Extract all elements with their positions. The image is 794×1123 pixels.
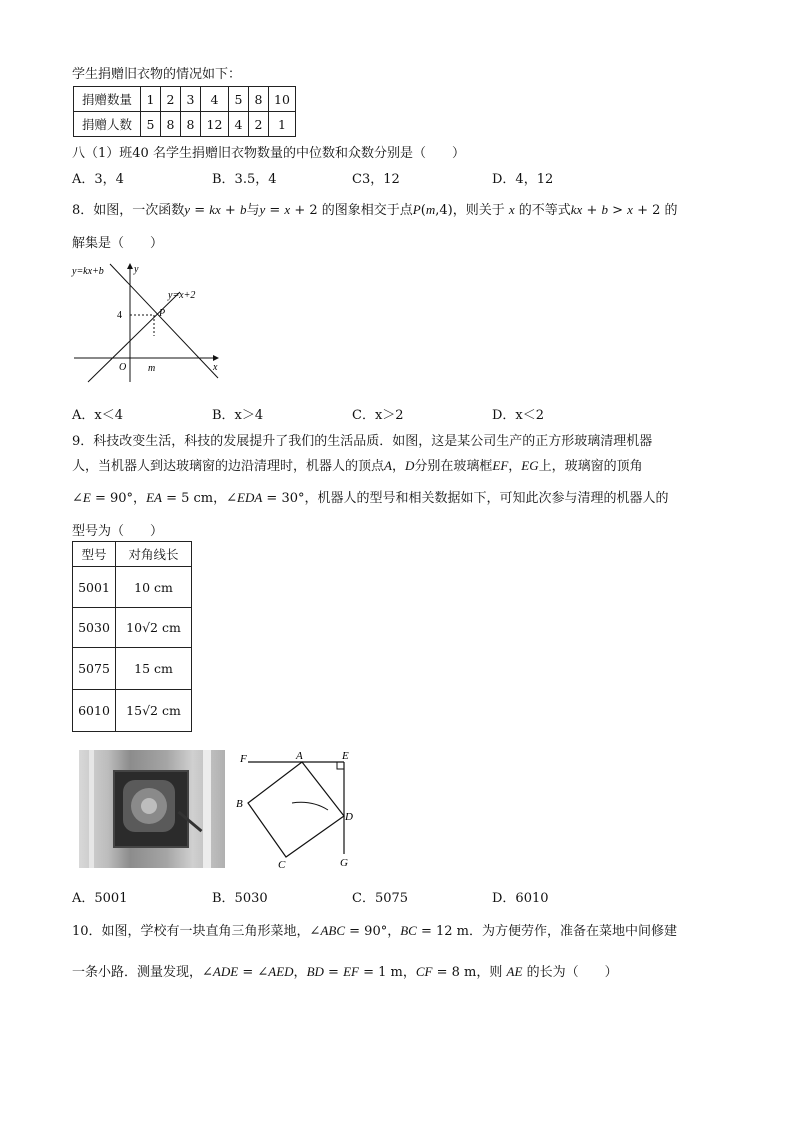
- label-d: D: [345, 811, 353, 823]
- q8-text: 8．如图，一次函数: [72, 203, 185, 218]
- label-kx-b: y=kx+b: [72, 266, 104, 277]
- table-cell: 15√2 cm: [116, 690, 192, 732]
- line-kx-b: [110, 264, 218, 378]
- table-cell: 12: [201, 112, 229, 137]
- table-cell: 5: [141, 112, 161, 137]
- table-cell: 3: [181, 87, 201, 112]
- q10-text: 10．如图，学校有一块直角三角形菜地，: [72, 924, 310, 939]
- table-cell: 5030: [73, 608, 116, 648]
- q9-option-d: D．6010: [492, 891, 549, 906]
- table-header-row: [73, 542, 192, 567]
- q9-line3: ∠E = 90°，EA = 5 cm，∠EDA = 30°，机器人的型号和相关数据如下，可知此次参与清理的机器人的: [72, 490, 669, 506]
- q8-text: 的不等式: [518, 203, 571, 218]
- label-g: G: [340, 857, 348, 869]
- q8-option-c: C．x＞2: [352, 408, 404, 423]
- label-x-plus-2: y=x+2: [168, 290, 196, 301]
- label-m: m: [148, 363, 156, 374]
- table-cell: 5075: [73, 648, 116, 690]
- column-header: 对角线长: [116, 542, 192, 567]
- label-f: F: [240, 753, 247, 765]
- row-label: 捐赠人数: [74, 112, 141, 137]
- row-label: 捐赠数量: [74, 87, 141, 112]
- table-cell: 10 cm: [116, 567, 192, 608]
- table-row: [74, 112, 296, 137]
- table-cell: 1: [141, 87, 161, 112]
- table-row: [73, 648, 192, 690]
- robot-mark: [292, 802, 328, 810]
- q8-text: 的图象相交于点: [321, 203, 413, 218]
- label-y: y: [134, 264, 139, 275]
- table-cell: 4: [201, 87, 229, 112]
- q8-text: 的: [664, 203, 678, 218]
- label-o: O: [119, 362, 127, 373]
- label-a: A: [296, 750, 303, 762]
- table-cell: 10: [269, 87, 296, 112]
- q9-text: 人，当机器人到达玻璃窗的边沿清理时，机器人的顶点: [72, 459, 385, 474]
- label-c: C: [278, 859, 286, 871]
- q9-line4: 型号为（ ）: [72, 524, 164, 539]
- q8-option-a: A．x＜4: [72, 408, 123, 423]
- label-4: 4: [117, 310, 122, 321]
- q8-line2: 解集是（ ）: [72, 236, 164, 251]
- table-cell: 1: [269, 112, 296, 137]
- q9-square-figure: [232, 748, 358, 872]
- right-angle-mark: [337, 762, 344, 769]
- q8-line1: 8．如图，一次函数y = kx + b与y = x + 2 的图象相交于点P(m,4)，则关于 x 的不等式kx + b > x + 2 的: [72, 202, 678, 218]
- q8-graph-figure: [70, 258, 230, 386]
- q10-line2: 一条小路．测量发现，∠ADE = ∠AED，BD = EF = 1 m，CF = 8 m，则 AE 的长为（ ）: [72, 964, 618, 980]
- q8-text: 与: [246, 203, 260, 218]
- q9-option-c: C．5075: [352, 891, 409, 906]
- table-cell: 5001: [73, 567, 116, 608]
- robot-photo: [79, 750, 225, 868]
- label-x: x: [213, 362, 218, 373]
- q8-option-d: D．x＜2: [492, 408, 545, 423]
- line-x-plus-2: [88, 292, 180, 382]
- q7-option-c: C3，12: [352, 172, 400, 187]
- q7-stem: 八（1）班40 名学生捐赠旧衣物数量的中位数和众数分别是（ ）: [72, 146, 465, 161]
- q7-option-d: D．4，12: [492, 172, 554, 187]
- q9-line2: 人，当机器人到达玻璃窗的边沿清理时，机器人的顶点A，D分别在玻璃框EF，EG上，玻璃窗的顶角: [72, 458, 643, 474]
- q10-text: 的长为（ ）: [526, 965, 618, 980]
- q9-option-a: A．5001: [72, 891, 128, 906]
- q9-text: ，机器人的型号和相关数据如下，可知此次参与清理的机器人的: [304, 491, 669, 506]
- donation-table: [73, 86, 296, 137]
- q10-text: ，则: [476, 965, 503, 980]
- square-abcd: [248, 762, 344, 857]
- table-cell: 8: [161, 112, 181, 137]
- q8-text: ，则关于: [452, 203, 505, 218]
- label-e: E: [342, 750, 349, 762]
- q7-option-a: A．3，4: [72, 172, 124, 187]
- q10-line1: 10．如图，学校有一块直角三角形菜地，∠ABC = 90°，BC = 12 m．为方便劳作，准备在菜地中间修建: [72, 923, 678, 939]
- table-row: [73, 608, 192, 648]
- intro-text: 学生捐赠旧衣物的情况如下：: [72, 67, 242, 82]
- table-row: [73, 690, 192, 732]
- model-table: [72, 541, 192, 732]
- table-cell: 10√2 cm: [116, 608, 192, 648]
- table-row: [74, 87, 296, 112]
- column-header: 型号: [73, 542, 116, 567]
- table-row: [73, 567, 192, 608]
- table-cell: 8: [181, 112, 201, 137]
- table-cell: 15 cm: [116, 648, 192, 690]
- table-cell: 6010: [73, 690, 116, 732]
- q9-text: 分别在玻璃框: [414, 459, 493, 474]
- q10-text: ．为方便劳作，准备在菜地中间修建: [469, 924, 678, 939]
- label-p: P: [159, 308, 166, 319]
- table-cell: 4: [229, 112, 249, 137]
- q9-line1: 9．科技改变生活，科技的发展提升了我们的生活品质．如图，这是某公司生产的正方形玻璃清理机器: [72, 434, 653, 449]
- table-cell: 2: [249, 112, 269, 137]
- label-b: B: [236, 798, 243, 810]
- q7-option-b: B．3.5，4: [212, 172, 277, 187]
- q9-option-b: B．5030: [212, 891, 268, 906]
- q8-option-b: B．x＞4: [212, 408, 264, 423]
- table-cell: 8: [249, 87, 269, 112]
- q10-text: 一条小路．测量发现，: [72, 965, 203, 980]
- table-cell: 2: [161, 87, 181, 112]
- q9-text: 上，玻璃窗的顶角: [538, 459, 643, 474]
- table-cell: 5: [229, 87, 249, 112]
